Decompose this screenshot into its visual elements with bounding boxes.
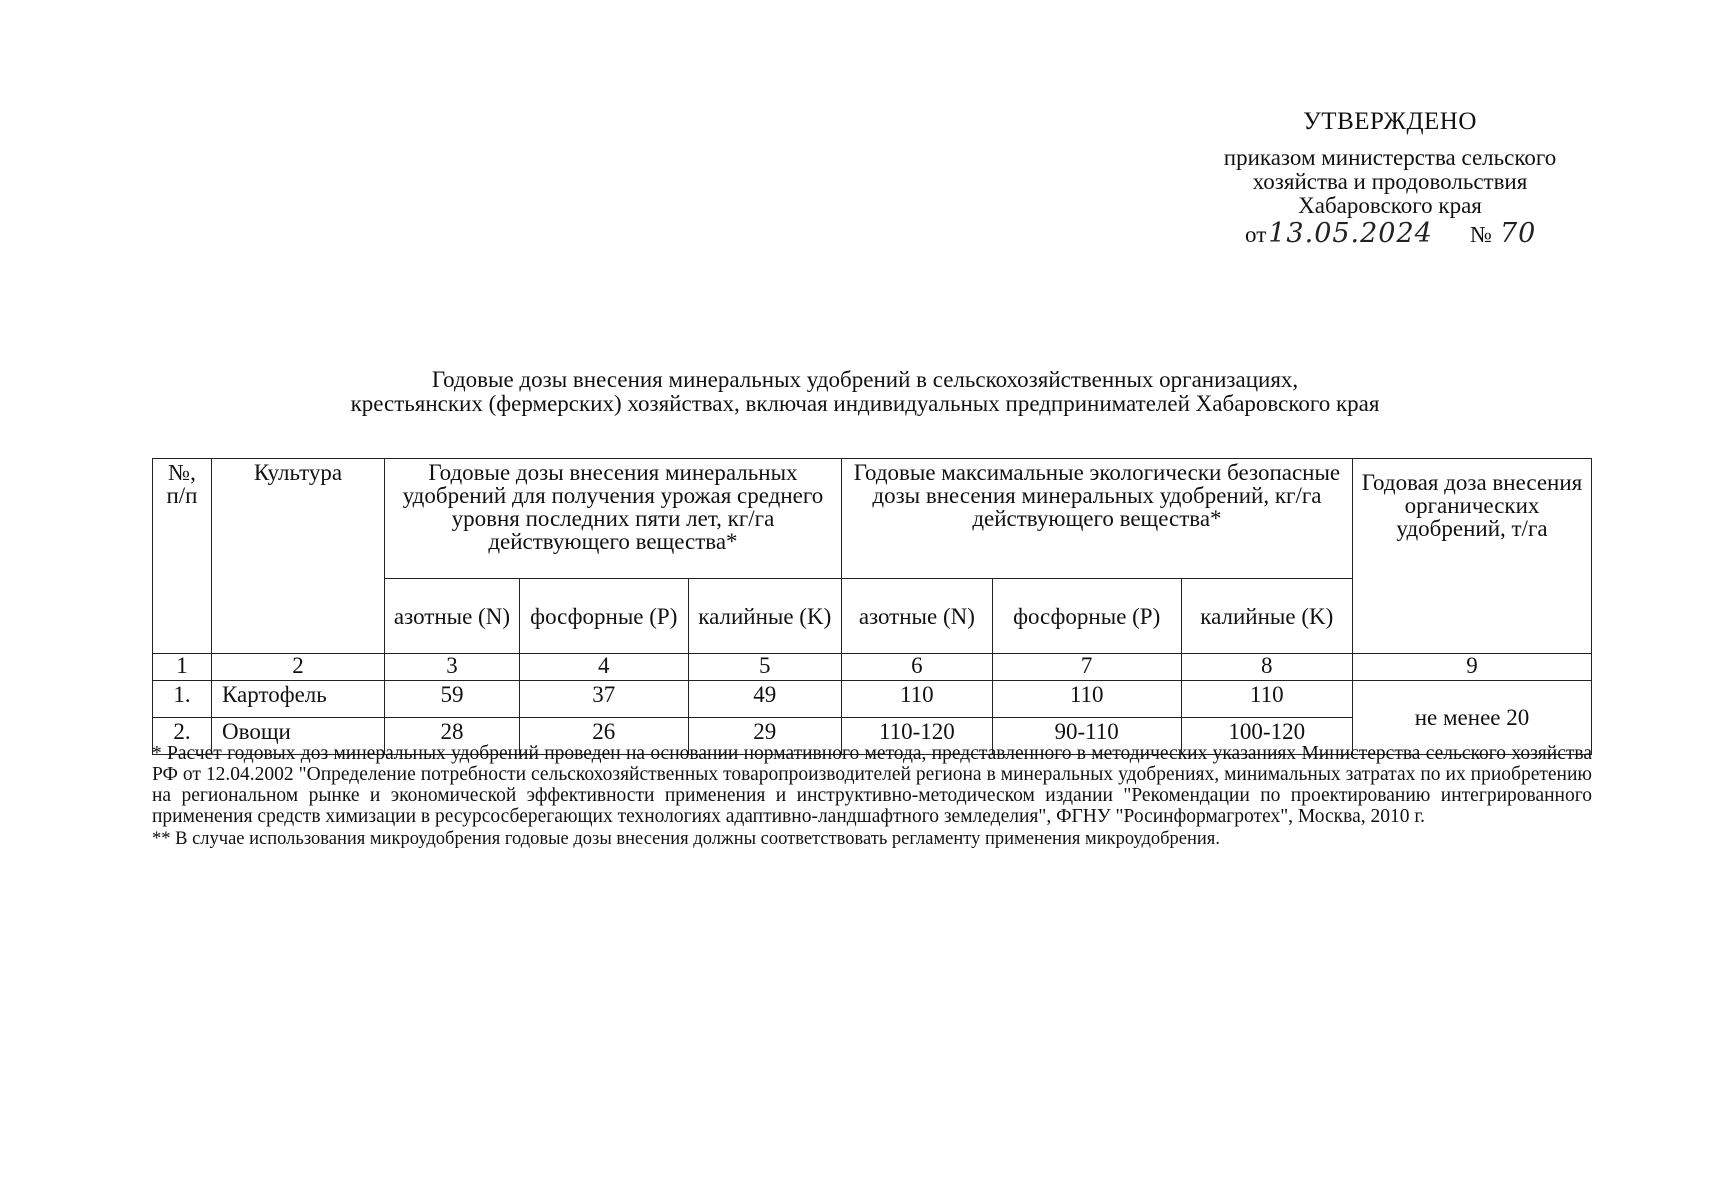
column-number: 4 xyxy=(519,654,688,681)
cell-organic: не менее 20 xyxy=(1353,681,1592,755)
subheader-b-nitrogen: азотные (N) xyxy=(841,579,992,654)
cell-b-phosphorus: 110 xyxy=(992,681,1181,718)
subheader-b-potassium: калийные (K) xyxy=(1181,579,1352,654)
column-number: 9 xyxy=(1353,654,1592,681)
approval-line-2: хозяйства и продовольствия xyxy=(1252,169,1528,194)
cell-b-potassium: 100-120 xyxy=(1181,718,1352,755)
doses-table xyxy=(152,458,1592,755)
cell-a-potassium: 29 xyxy=(688,718,841,755)
cell-a-phosphorus: 37 xyxy=(519,681,688,718)
subheader-a-nitrogen: азотные (N) xyxy=(385,579,520,654)
column-number: 7 xyxy=(992,654,1181,681)
number-label: № xyxy=(1470,222,1492,247)
from-label: от xyxy=(1245,222,1267,247)
cell-a-potassium: 49 xyxy=(688,681,841,718)
header-row xyxy=(153,459,1592,579)
approval-heading: УТВЕРЖДЕНО xyxy=(1303,108,1477,135)
cell-a-nitrogen: 28 xyxy=(385,718,520,755)
title-line-2: крестьянских (фермерских) хозяйствах, включая индивидуальных предпринимателей Хабаровского края xyxy=(350,391,1380,416)
table-row xyxy=(153,681,1592,718)
column-number: 8 xyxy=(1181,654,1352,681)
handwritten-number: 70 xyxy=(1499,218,1537,249)
subheader-b-phosphorus: фосфорные (P) xyxy=(992,579,1181,654)
footnotes xyxy=(152,743,1592,850)
header-crop: Культура xyxy=(212,459,385,654)
handwritten-date: 13.05.2024 xyxy=(1268,218,1433,249)
footnote-1: * Расчет годовых доз минеральных удобрений проведен на основании нормативного метода, представленного в методических указаниях Министерства сельского хозяйства РФ от 12.04.2002 "Определение потребности сельскохозяйственных товаропроизводителей региона в минеральных удобрениях, минимальных затратах по их приобретению на региональном рынке и экономической эффективности применения и инструктивно-методическом издании "Рекомендации по проектированию интегрированного применения средств химизации в ресурсосберегающих технологиях адаптивно-ландшафтного земледелия", ФГНУ "Росинформагротех", Москва, 2010 г. xyxy=(152,743,1592,827)
cell-b-nitrogen: 110 xyxy=(841,681,992,718)
header-group-max-safe: Годовые максимальные экологически безопасные дозы внесения минеральных удобрений, кг/га действующего вещества* xyxy=(841,459,1352,579)
approval-date-line xyxy=(1150,218,1630,254)
row-no: 1. xyxy=(153,681,212,718)
cell-a-phosphorus: 26 xyxy=(519,718,688,755)
column-number: 2 xyxy=(212,654,385,681)
number-field xyxy=(1470,218,1537,249)
header-organic: Годовая доза внесения органических удобрений, т/га xyxy=(1353,459,1592,654)
column-number: 5 xyxy=(688,654,841,681)
approval-line-3: Хабаровского края xyxy=(1298,193,1482,218)
approval-block xyxy=(1150,110,1630,254)
footnote-2: ** В случае использования микроудобрения годовые дозы внесения должны соответствовать регламенту применения микроудобрения. xyxy=(152,829,1220,849)
column-number-row xyxy=(153,654,1592,681)
subheader-a-potassium: калийные (K) xyxy=(688,579,841,654)
header-group-average-yield: Годовые дозы внесения минеральных удобрений для получения урожая среднего уровня последних пяти лет, кг/га действующего вещества* xyxy=(385,459,842,579)
cell-b-nitrogen: 110-120 xyxy=(841,718,992,755)
row-crop: Картофель xyxy=(212,681,385,718)
column-number: 3 xyxy=(385,654,520,681)
subheader-a-phosphorus: фосфорные (P) xyxy=(519,579,688,654)
column-number: 1 xyxy=(153,654,212,681)
cell-b-phosphorus: 90-110 xyxy=(992,718,1181,755)
cell-a-nitrogen: 59 xyxy=(385,681,520,718)
cell-b-potassium: 110 xyxy=(1181,681,1352,718)
approval-line-1: приказом министерства сельского xyxy=(1223,145,1557,170)
title-line-1: Годовые дозы внесения минеральных удобрений в сельскохозяйственных организациях, xyxy=(431,367,1299,392)
column-number: 6 xyxy=(841,654,992,681)
row-crop: Овощи xyxy=(212,718,385,755)
header-no: №, п/п xyxy=(153,459,212,654)
document-title xyxy=(290,368,1440,416)
row-no: 2. xyxy=(153,718,212,755)
